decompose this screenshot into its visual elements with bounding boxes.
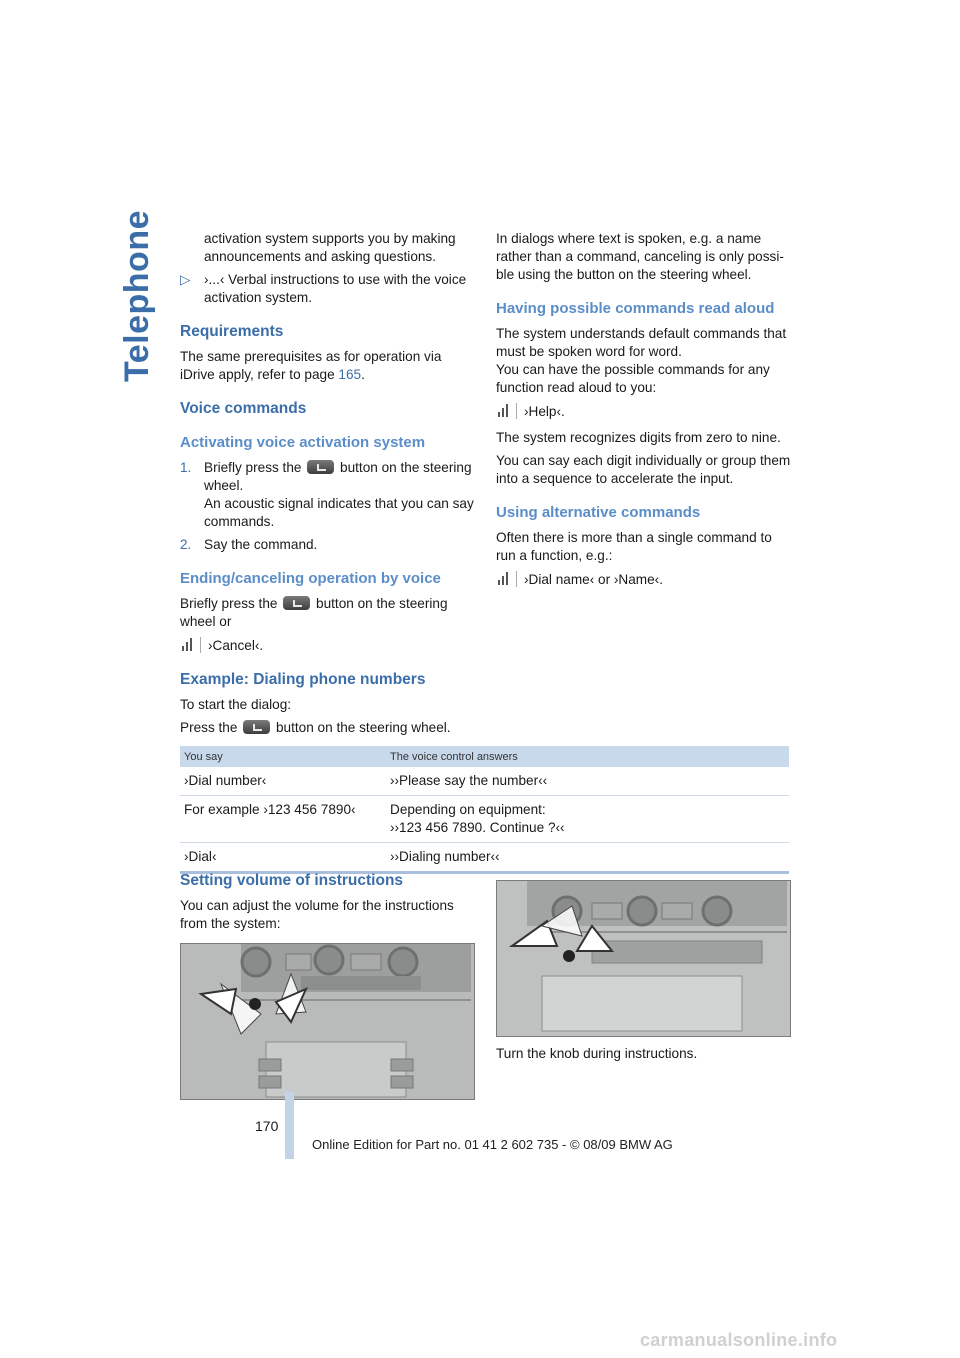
read-text-1: The system understands default commands that must be spoken word for word. [496,326,787,359]
requirements-text-a: The same prerequisites as for operation via iDrive apply, refer to page [180,349,442,382]
voice-command-dial-name [496,571,791,589]
voice-button-icon [243,720,270,734]
answer-line: ››123 456 7890. Continue ?‹‹ [390,820,565,835]
ending-text-a: Briefly press the [180,596,278,611]
requirements-heading: Requirements [180,323,284,340]
alternative-text: Often there is more than a single command to run a function, e.g.: [496,530,772,563]
voice-button-icon [283,596,310,610]
left-column [180,230,475,742]
header-answers: The voice control answers [386,746,789,767]
page-number: 170 [255,1118,279,1134]
dial-name-command-text: ›Dial name‹ or ›Name‹. [524,572,663,587]
step-1 [180,459,475,531]
footer-edition-text: Online Edition for Part no. 01 41 2 602 735 - © 08/09 BMW AG [312,1137,673,1152]
section-title-text: Telephone [118,210,156,382]
step2-text: Say the command. [204,537,318,552]
example-press [180,719,475,737]
control-panel-illustration [497,881,790,1036]
voice-command-help [496,403,791,421]
voice-button-icon [307,460,334,474]
ending-text [180,595,475,631]
volume-text: You can adjust the volume for the instructions from the system: [180,898,454,931]
voice-command-icon [496,571,517,587]
step-number: 2. [180,537,192,552]
watermark: carmanualsonline.info [640,1330,838,1350]
read-aloud-heading: Having possible commands read aloud [496,300,775,317]
example-press-a: Press the [180,720,238,735]
volume-heading: Setting volume of instructions [180,872,404,889]
requirements-text-b: . [361,367,365,382]
table-cell-answer [386,796,789,843]
section-side-title [118,210,158,382]
bullet-text: ›...‹ Verbal instructions to use with the voice activation system. [204,272,467,305]
voice-commands-heading: Voice commands [180,400,307,417]
digits-text-1: The system recognizes digits from zero to nine. [496,430,781,445]
read-text-2: You can have the possible commands for any function read aloud to you: [496,362,770,395]
dialogs-text: In dialogs where text is spoken, e.g. a name rather than a command, canceling is only possi-ble using the button on the steering wheel. [496,231,784,282]
requirements-text [180,348,475,384]
help-command-text: ›Help‹. [524,404,565,419]
step-2 [180,536,475,554]
step-number: 1. [180,460,192,475]
example-heading: Example: Dialing phone numbers [180,671,426,688]
control-panel-illustration [181,944,474,1099]
footer-accent-bar [285,1092,294,1159]
alternative-heading: Using alternative commands [496,504,701,521]
ending-heading: Ending/canceling operation by voice [180,570,441,587]
step1-text-b: button on the steering wheel. [204,460,472,493]
voice-dialog-table [180,746,789,874]
right-column [496,230,791,597]
dashboard-photo-right [496,880,791,1037]
photo-caption: Turn the knob during instructions. [496,1046,698,1061]
table-header-row [180,746,789,767]
example-press-b: button on the steering wheel. [275,720,451,735]
cancel-command-text: ›Cancel‹. [208,638,264,653]
table-row [180,796,789,843]
page-link-165[interactable]: 165 [338,367,362,382]
table-cell-say: ›Dial number‹ [180,767,386,796]
digits-text-2: You can say each digit individually or group them into a sequence to accelerate the input. [496,453,791,486]
table-row [180,767,789,796]
step1-text-c: An acoustic signal indicates that you can say commands. [204,496,474,529]
volume-section [180,872,475,938]
intro-continuation: activation system supports you by making announcements and asking questions. [204,231,456,264]
bullet-arrow-icon: ▷ [180,272,191,287]
table-cell-answer: ››Dialing number‹‹ [386,843,789,873]
dashboard-photo-left [180,943,475,1100]
ending-text-b: button on the steering wheel or [180,596,448,629]
example-start: To start the dialog: [180,697,292,712]
answer-line: Depending on equipment: [390,802,546,817]
bullet-item [180,271,475,307]
table-cell-answer: ››Please say the number‹‹ [386,767,789,796]
voice-command-icon [496,403,517,419]
voice-command-icon [180,637,201,653]
table-cell-say: For example ›123 456 7890‹ [180,796,386,843]
activating-heading: Activating voice activation system [180,434,426,451]
table-cell-say: ›Dial‹ [180,843,386,873]
voice-command-cancel [180,637,475,655]
step1-text-a: Briefly press the [204,460,302,475]
table-row [180,843,789,873]
header-you-say: You say [180,746,386,767]
